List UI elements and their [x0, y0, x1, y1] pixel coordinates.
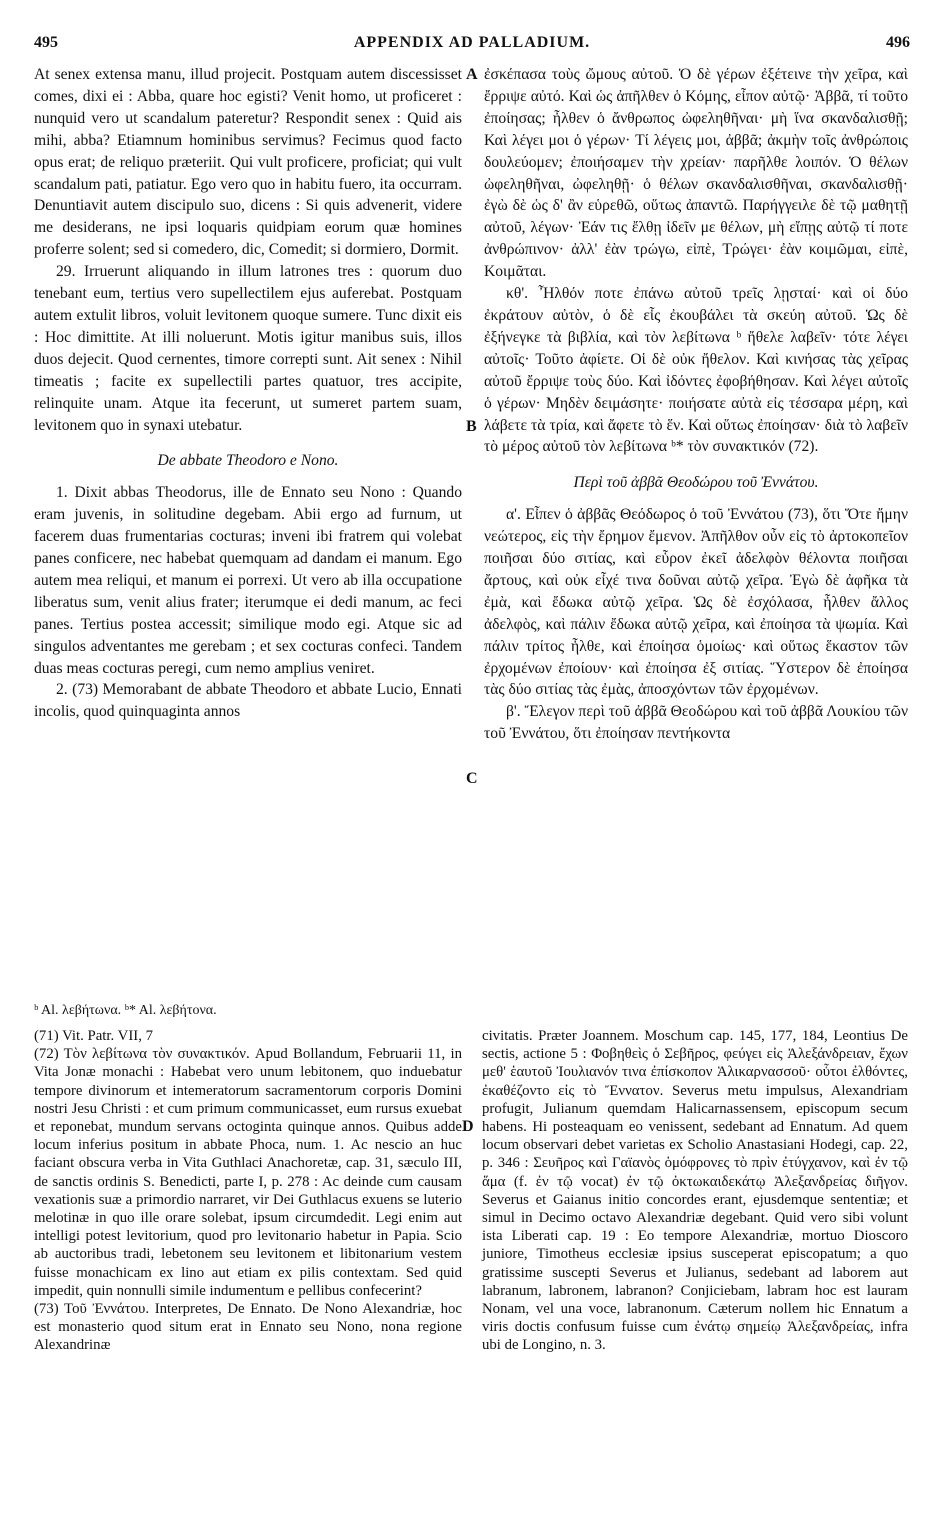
- latin-paragraph: 2. (73) Memorabant de abbate Theodoro et abbate Lucio, Ennati incolis, quod quinquaginta annos: [34, 681, 462, 721]
- notes-right-column: [482, 1027, 908, 1355]
- latin-paragraph: At senex extensa manu, illud projecit. Postquam autem discessisset comes, dixi ei : Abba, quare hoc egisti? Venit homo, ut proficeret : nunquid vero ut scandalum pateretur? Respondit senex : Quid ais mihi, abba? Etiamnum hominibus servimus? Fecimus quod facto opus erat; de reliquo præteriit. Qui vult proficere, proficiat; qui vult scandalum pati, patiatur. Ego vero quo in habitu fuero, ita occurram. Denuntiavit autem discipulo suo, dicens : Si quis advenerit, videre me desiderans, ne ipsi loquaris quidpiam eorum quæ homines proferre solent; sed si comedero, dic, Comedit; si dormiero, Dormit.: [34, 66, 462, 259]
- notes-left-column: [34, 1027, 462, 1355]
- margin-marker-a: A: [466, 66, 478, 83]
- greek-paragraph: α'. Εἶπεν ὁ ἀββᾶς Θεόδωρος ὁ τοῦ Ἐννάτου (73), ὅτι Ὅτε ἤμην νεώτερος, εἰς τὴν ἔρημον ἔμενον. Ἀπῆλθον οὖν εἰς τὸ ἀρτοκοπεῖον ποιῆσαι δύο σιτίας, καὶ εὗρον ἐκεῖ ἀδελφὸν θέλοντα ποιῆσαι ἄρτους, καὶ οὐκ εἶχέ τινα δοῦναι αὐτῷ χεῖρα. Ἐγὼ δὲ ἀφῆκα τὰ ἐμὰ, καὶ ἔδωκα αὐτῷ χεῖρα. Ὡς δὲ ἐσχόλασα, ἦλθεν ἄλλος ἀδελφὸς, καὶ πάλιν ἔδωκα αὐτῷ χεῖρα, καὶ ἐποίησα τὰ ψωμία. Καὶ πάλιν τρίτος ἦλθε, καὶ ἐποίησα ὁμοίως· καὶ οὕτως ἕκαστον τῶν ἐρχομένων ἐποίουν· καὶ ἐποίησα ἐξ σιτίας. Ὕστερον δὲ ἐποίησα τὰς δύο σιτίας τὰς ἐμὰς, ἀποσχόντων τῶν ἐρχομένων.: [484, 506, 908, 699]
- margin-marker-c: C: [466, 770, 478, 787]
- greek-paragraph: ἐσκέπασα τοὺς ὤμους αὐτοῦ. Ὁ δὲ γέρων ἐξέτεινε τὴν χεῖρα, καὶ ἔρριψε αὐτό. Καὶ ὡς ἀπῆλθεν ὁ Κόμης, εἶπον αὐτῷ· Ἀββᾶ, τί τοῦτο ἐποίησας; ἦλθεν ὁ ἄνθρωπος ὠφεληθῆναι· μὴ ἵνα σκανδαλισθῇ; Καὶ λέγει μοι ὁ γέρων· Τί λέγεις μοι, ἀββᾶ; ἀκμὴν τοῖς ἀνθρώποις δουλεύομεν; ἐποιήσαμεν τὴν χρείαν· παρῆλθε λοιπόν. Ὁ θέλων ὠφεληθῆναι, ὠφεληθῇ· ὁ θέλων σκανδαλισθῆναι, σκανδαλισθῇ· ἐγὼ δὲ ὡς δ' ἂν εὑρεθῶ, οὕτως ἀπαντῶ. Παρήγγειλε δὲ τῷ μαθητῇ αὐτοῦ, λέγων· Ἐάν τις ἔλθῃ ἰδεῖν με θέλων, μὴ εἴπῃς αὐτῷ τί ποτε ἀνθρώπινον· ἀλλ' ἐὰν τρώγω, εἰπὲ, Τρώγει· ἐὰν κοιμῶμαι, εἰπὲ, Κοιμᾶται.: [484, 66, 908, 281]
- greek-paragraph: β'. Ἔλεγον περὶ τοῦ ἀββᾶ Θεοδώρου καὶ τοῦ ἀββᾶ Λουκίου τῶν τοῦ Ἐννάτου, ὅτι ἐποίησαν πεντήκοντα: [484, 703, 908, 743]
- greek-section-heading: Περὶ τοῦ ἀββᾶ Θεοδώρου τοῦ Ἐννάτου.: [573, 474, 819, 492]
- latin-section-heading: De abbate Theodoro e Nono.: [157, 452, 339, 470]
- footnote-72: (72) Τὸν λεβίτωνα τὸν συνακτικόν. Apud Bollandum, Februarii 11, in Vita Jonæ monachi : Habebat vero unum lebitonem, quo induebatur tempore divinorum et intemeratorum sacramentorum corporis Domini nostri Jesu Christi : et cum primum communicasset, eum rursus exuebat et reponebat, mundum servans octoginta quinque annos. Quibus adde locum inferius positum in abbate Phoca, num. 1. Ac nescio an huc faciant obscura verba in Vita Guthlaci Anachoretæ, cap. 31, sæculo III, de sanctis ordinis S. Benedicti, parte I, p. 278 : Ac deinde cum causam vexationis suæ a primordio narraret, vir Dei Guthlacus exuens se luterio melotinæ in quo ille orare solebat, ipsum circumdedit. Legi enim aut intelligi potest levitorium, quod pro levitonario habetur in Papia. Scio ab auctoribus tradi, lebetonem seu levitonem et libitonarium vestem fuisse monachicam ex lino aut etiam ex pilis contextam. Sed quid impedit, quin nonnulli simile indumentum e pellibus confecerint?: [34, 1046, 462, 1299]
- margin-marker-b: B: [466, 418, 477, 435]
- margin-marker-d: D: [462, 1118, 474, 1135]
- footnote-73: (73) Τοῦ Ἐννάτου. Interpretes, De Ennato. De Nono Alexandriæ, hoc est monasterio quod situm erat in Ennato seu Nono, nona regione Alexandrinæ: [34, 1301, 462, 1354]
- latin-paragraph: 29. Irruerunt aliquando in illum latrones tres : quorum duo tenebant eum, tertius vero supellectilem ejus auferebat. Postquam autem extulit libros, voluit levitonem quoque sumere. Tunc dixit eis : Hoc dimittite. At illi noluerunt. Motis igitur manibus suis, illos duos dejecit. Quod cernentes, timore correpti sunt. Ait senex : Nihil timeatis ; facite ex supellectili partes quatuor, tres accipite, relinquite unam. Atque ita fecerunt, ut sumeret partem suam, levitonem quo in synaxi utebatur.: [34, 263, 462, 434]
- greek-paragraph: κθ'. Ἦλθόν ποτε ἐπάνω αὐτοῦ τρεῖς λῃσταί· καὶ οἱ δύο ἐκράτουν αὐτὸν, ὁ δὲ εἷς ἐκουβάλει τὰ σκεύη αὐτοῦ. Ὡς δὲ ἐξήνεγκε τὰ βιβλία, καὶ τὸν λεβίτωνα ᵇ ἤθελε λαβεῖν· τότε λέγει αὐτοῖς· Τοῦτο ἀφίετε. Οἱ δὲ οὐκ ἤθελον. Καὶ κινήσας τὰς χεῖρας αὐτοῦ ἔρριψε τοὺς δύο. Καὶ ἰδόντες ἐφοβήθησαν. Καὶ λέγει αὐτοῖς ὁ γέρων· Μηδὲν δειμάσητε· ποιήσατε αὐτὰ εἰς τέσσαρα μέρη, καὶ λάβετε τὰ τρία, καὶ ἄφετε τὸ ἕν. Καὶ οὕτως ἐποίησαν· διὰ τὸ λαβεῖν τὸ μέρος αὐτοῦ τὸν λεβίτωνα ᵇ* τὸν συνακτικόν (72).: [484, 285, 908, 456]
- page-number-left: 495: [34, 34, 58, 51]
- greek-column: [484, 64, 908, 745]
- latin-column: [34, 64, 462, 723]
- page-number-right: 496: [886, 34, 910, 51]
- footnote-71: (71) Vit. Patr. VII, 7: [34, 1028, 153, 1044]
- apparatus-criticus: ᵇ Al. λεβήτωνα. ᵇ* Al. λεβήτονα.: [34, 1003, 217, 1018]
- footnote-continuation: civitatis. Præter Joannem. Moschum cap. 145, 177, 184, Leontius De sectis, actione 5 : Φοβηθεὶς ὁ Σεβῆρος, φεύγει εἰς Ἀλεξάνδρειαν, ἔχων μεθ' ἑαυτοῦ Ἰουλιανόν τινα ἐπίσκοπον Ἁλικαρνασσοῦ· οὗτοι ἐλθόντες, ἐκαθέζοντο εἰς τὸ Ἔννατον. Severus metu impulsus, Alexandriam profugit, Julianum quemdam Halicarnassensem, episcopum secum habens. Hi posteaquam eo venissent, sedebant ad Ennatum. Ad quem locum observari debet varietas ex Scholio Anastasiani Hodegi, cap. 22, p. 346 : Σευῆρος καὶ Γαϊανὸς ὁμόφρονες τὸ πρὶν ἐτύγχανον, καὶ ἐν τῷ ἅμα (f. ἐν τῷ vocat) ἐν τῷ ὀκτωκαιδεκάτῳ Ἀλεξανδρείας διῆγον. Severus et Gaianus initio concordes erant, ejusdemque sententiæ; et simul in Decimo octavo Alexandriæ degebant. Quid vero sibi volunt ista Liberati cap. 19 : Eo tempore Alexandriæ, mortuo Dioscoro juniore, Timotheus ecclesiæ ipsius susceperat episcopatum; a quo gratissime suscepti Severus et Julianus, sedebant ad laborem aut labranum, labronem, labranon? Conjiciebam, labram hoc est lauram Nonam, vel una voce, labranonum. Cæterum nollem hic Ennatum a viris doctis confusum fuisse cum ἐνάτῳ σημείῳ Ἀλεξανδρείας, infra ubi de Longino, n. 3.: [482, 1028, 908, 1354]
- running-title: APPENDIX AD PALLADIUM.: [353, 34, 591, 51]
- running-header: [34, 34, 910, 58]
- latin-paragraph: 1. Dixit abbas Theodorus, ille de Ennato seu Nono : Quando eram juvenis, in solitudine degebam. Abii ergo ad furnum, ut facerem duas frumentarias cocturas; inveni ibi fratrem qui volebat panes conficere, nec habebat quemquam ad dandam ei manum. Ego autem mea reliqui, et manum ei porrexi. Ut vero ab illa occupatione liberatus sum, venit alius frater; iterumque ei dedi manum, ac feci panes. Tertius postea accessit; similique modo egi. Atque sic ad singulos adventantes me gerebam ; et sex cocturas confeci. Tandem duas meas cocturas peregi, cum nemo amplius veniret.: [34, 484, 462, 677]
